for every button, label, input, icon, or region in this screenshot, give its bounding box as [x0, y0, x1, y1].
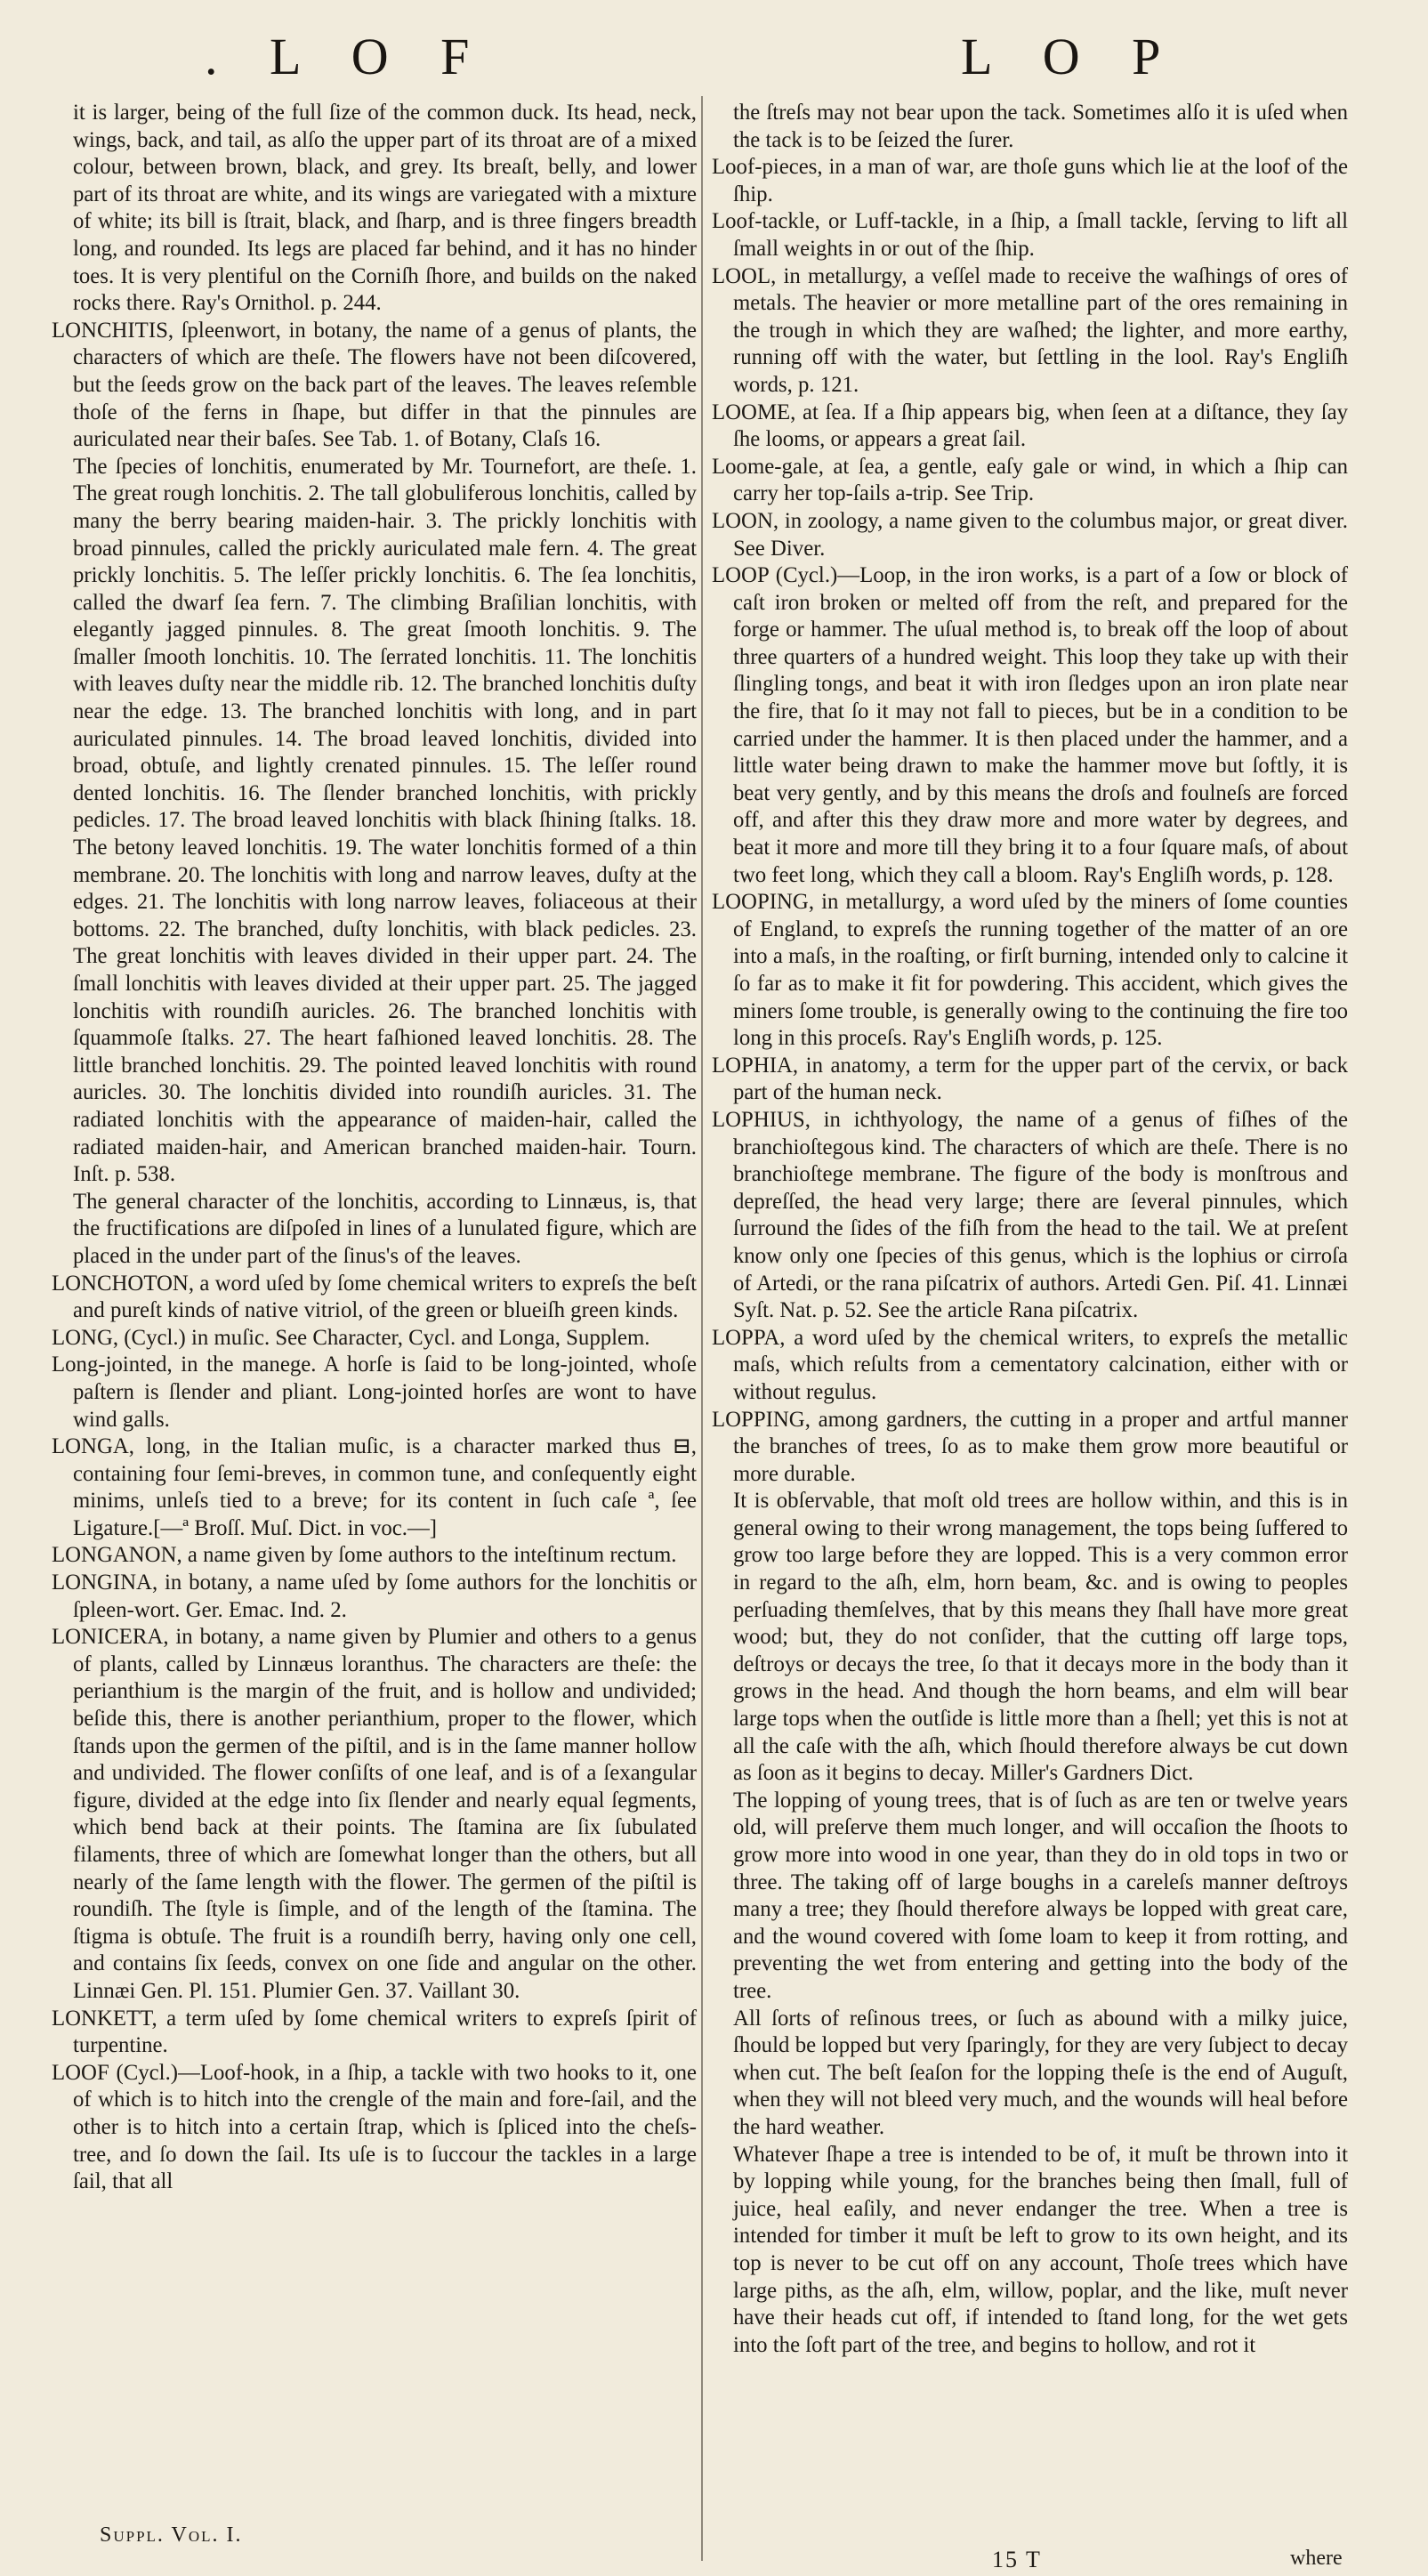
dictionary-entry: LOPHIA, in anatomy, a term for the upper part of the cervix, or back part of the human neck.	[712, 1053, 1348, 1105]
dictionary-entry: Loof-pieces, in a man of war, are thoſe guns which lie at the loof of the ſhip.	[712, 155, 1348, 206]
column-divider	[701, 96, 703, 2561]
left-column	[52, 100, 697, 2196]
dictionary-entry: LONCHITIS, ſpleenwort, in botany, the name of a genus of plants, the characters of which are theſe. The flowers have not been diſcovered, but the ſeeds grow on the back part of the leaves. The leaves reſemble thoſe of the ferns in ſhape, but differ in that the pinnules are auriculated near their baſes. See Tab. 1. of Botany, Claſs 16.	[52, 318, 697, 452]
running-head-left: . L O F	[205, 28, 489, 85]
dictionary-entry: Long-jointed, in the manege. A horſe is ſaid to be long-jointed, whoſe paſtern is ſlender and pliant. Long-jointed horſes are wont to have wind galls.	[52, 1353, 697, 1432]
right-column	[712, 100, 1348, 2359]
dictionary-entry: LOON, in zoology, a name given to the columbus major, or great diver. See Diver.	[712, 508, 1348, 561]
dictionary-entry: LONGA, long, in the Italian muſic, is a character marked thus ⊟, containing four ſemi-breves, in common tune, and conſequently eight minims, unleſs tied to a breve; for its content in ſuch caſe ª, ſee Ligature.[—ª Broſſ. Muſ. Dict. in voc.—]	[52, 1434, 697, 1540]
dictionary-entry: LONKETT, a term uſed by ſome chemical writers to expreſs ſpirit of turpentine.	[52, 2006, 697, 2058]
entry-paragraph: Whatever ſhape a tree is intended to be of, it muſt be thrown into it by lopping while young, for the branches being then ſmall, full of juice, heal eaſily, and never endanger the tree. When a tree is intended for timber it muſt be left to grow to its own height, and its top is never to be cut off on any account, Thoſe trees which have large piths, as the aſh, elm, willow, poplar, and the like, muſt never have their heads cut off, if intended to ſtand long, for the wet gets into the ſoft part of the tree, and begins to hollow, and rot it	[733, 2142, 1348, 2357]
dictionary-entry: Loof-tackle, or Luff-tackle, in a ſhip, a ſmall tackle, ſerving to lift all ſmall weights in or out of the ſhip.	[712, 209, 1348, 261]
entry-paragraph: The lopping of young trees, that is of ſuch as are ten or twelve years old, will preſerve them much longer, and will occaſion the ſhoots to grow more into wood in one year, than they do in old tops in two or three. The taking off of large boughs in a careleſs manner deſtroys many a tree; they ſhould therefore always be lopped with great care, and the wound covered with ſome loam to keep it from rotting, and preventing the wet from entering and getting into the body of the tree.	[733, 1788, 1348, 2003]
entry-paragraph: the ſtreſs may not bear upon the tack. Sometimes alſo it is uſed when the tack is to be ſeized the ſurer.	[733, 101, 1348, 152]
dictionary-entry: Loome-gale, at ſea, a gentle, eaſy gale or wind, in which a ſhip can carry her top-ſails a-trip. See Trip.	[712, 454, 1348, 506]
entry-paragraph: it is larger, being of the full ſize of the common duck. Its head, neck, wings, back, and tail, as alſo the upper part of its throat are of a mixed colour, between brown, black, and grey. Its breaſt, belly, and lower part of its throat are white, and its wings are variegated with a mixture of white; its bill is ſtrait, black, and ſharp, and is three fingers breadth long, and rounded. Its legs are placed far behind, and it has no hinder toes. It is very plentiful on the Corniſh ſhore, and builds on the naked rocks there. Ray's Ornithol. p. 244.	[73, 101, 697, 316]
dictionary-entry: LONGINA, in botany, a name uſed by ſome authors for the lonchitis or ſpleen-wort. Ger. Emac. Ind. 2.	[52, 1571, 697, 1622]
dictionary-entry: LONICERA, in botany, a name given by Plumier and others to a genus of plants, called by Linnæus loranthus. The characters are theſe: the perianthium is the margin of the fruit, and is hollow and undivided; beſide this, there is another perianthium, proper to the flower, which ſtands upon the germen of the piſtil, and is in the ſame manner hollow and undivided. The flower conſiſts of one leaf, and is of a ſexangular figure, divided at the edge into ſix ſlender and nearly equal ſegments, which bend back at their points. The ſtamina are ſix ſubulated filaments, three of which are ſomewhat longer than the others, but all nearly of the ſame length with the flower. The germen of the piſtil is roundiſh. The ſtyle is ſimple, and of the length of the ſtamina. The ſtigma is obtuſe. The fruit is a roundiſh berry, having only one cell, and contains ſix ſeeds, convex on one ſide and angular on the other. Linnæi Gen. Pl. 151. Plumier Gen. 37. Vaillant 30.	[52, 1625, 697, 2003]
catchword: where	[1290, 2547, 1343, 2570]
dictionary-entry: LOOME, at ſea. If a ſhip appears big, when ſeen at a diſtance, they ſay ſhe looms, or appears a great ſail.	[712, 400, 1348, 452]
volume-footer: Suppl. Vol. I.	[100, 2524, 243, 2547]
entry-paragraph: The general character of the lonchitis, according to Linnæus, is, that the fructifications are diſpoſed in lines of a lunulated figure, which are placed in the under part of the ſinus's of the leaves.	[73, 1189, 697, 1268]
dictionary-entry: LONG, (Cycl.) in muſic. See Character, Cycl. and Longa, Supplem.	[52, 1325, 650, 1350]
dictionary-entry: LOPHIUS, in ichthyology, the name of a genus of fiſhes of the branchioſtegous kind. The characters of which are theſe. There is no branchioſtege membrane. The figure of the body is monſtrous and depreſſed, the head very large; there are ſeveral pinnules, which ſurround the ſides of the fiſh from the head to the tail. We at preſent know only one ſpecies of this genus, which is the lophius or cirroſa of Artedi, or the rana piſcatrix of authors. Artedi Gen. Piſ. 41. Linnæi Syſt. Nat. p. 52. See the article Rana piſcatrix.	[712, 1107, 1348, 1323]
dictionary-entry: LOPPA, a word uſed by the chemical writers, to expreſs the metallic maſs, which reſults from a cementatory calcination, either with or without regulus.	[712, 1325, 1348, 1404]
signature-mark: 15 T	[992, 2547, 1042, 2572]
dictionary-entry: LOOPING, in metallurgy, a word uſed by the miners of ſome counties of England, to expreſs the running together of the matter of an ore into a maſs, in the roaſting, or firſt burning, intended only to calcine it ſo far as to make it fit for powdering. This accident, which gives the miners ſome trouble, is generally owing to the continuing the fire too long in this proceſs. Ray's Engliſh words, p. 125.	[712, 890, 1348, 1051]
running-head-right: L O P	[961, 28, 1181, 85]
entry-paragraph: All ſorts of reſinous trees, or ſuch as abound with a milky juice, ſhould be lopped but very ſparingly, for they are very ſubject to decay when cut. The beſt ſeaſon for the lopping theſe is the end of Auguſt, when they will not bleed very much, and the wounds will heal before the hard weather.	[733, 2006, 1348, 2139]
dictionary-entry: LONGANON, a name given by ſome authors to the inteſtinum rectum.	[52, 1543, 677, 1568]
dictionary-entry: LONCHOTON, a word uſed by ſome chemical writers to expreſs the beſt and pureſt kinds of native vitriol, of the green or blueiſh green kinds.	[52, 1271, 697, 1323]
dictionary-entry: LOOL, in metallurgy, a veſſel made to receive the waſhings of ores of metals. The heavier or more metalline part of the ores remaining in the trough in which they are waſhed; the lighter, and more earthy, running off with the water, but ſettling in the lool. Ray's Engliſh words, p. 121.	[712, 263, 1348, 397]
entry-paragraph: It is obſervable, that moſt old trees are hollow within, and this is in general owing to their wrong management, the tops being ſuffered to grow too large before they are lopped. This is a very common error in regard to the aſh, elm, horn beam, &c. and is owing to peoples perſuading themſelves, that by this means they ſhall have more great wood; but, they do not conſider, that the cutting off large tops, deſtroys or decays the tree, ſo that it decays more in the body than it grows in the head. And though the horn beams, and elm will bear large tops when the outſide is little more than a ſhell; yet this is not at all the caſe with the aſh, which ſhould therefore always be cut down as ſoon as it begins to decay. Miller's Gardners Dict.	[733, 1489, 1348, 1786]
entry-paragraph: The ſpecies of lonchitis, enumerated by Mr. Tournefort, are theſe. 1. The great rough lonchitis. 2. The tall globuliferous lonchitis, called by many the berry bearing maiden-hair. 3. The prickly lonchitis with broad pinnules, called the prickly auriculated male fern. 4. The great prickly lonchitis. 5. The leſſer prickly lonchitis. 6. The ſea lonchitis, called the dwarf ſea fern. 7. The climbing Braſilian lonchitis, with elegantly jagged pinnules. 8. The great ſmooth lonchitis. 9. The ſmaller ſmooth lonchitis. 10. The ſerrated lonchitis. 11. The lonchitis with leaves duſty near the middle rib. 12. The branched lonchitis duſty near the edge. 13. The branched lonchitis with long, and in part auriculated pinnules. 14. The broad leaved lonchitis, divided into broad, obtuſe, and lightly crenated pinnules. 15. The leſſer round dented lonchitis. 16. The ſlender branched lonchitis, with prickly pedicles. 17. The broad leaved lonchitis with black ſhining ſtalks. 18. The betony leaved lonchitis. 19. The water lonchitis formed of a thin membrane. 20. The lonchitis with long and narrow leaves, duſty at the edges. 21. The lonchitis with long narrow leaves, foliaceous at their bottoms. 22. The branched, duſty lonchitis, with black pedicles. 23. The great lonchitis with leaves divided in their upper part. 24. The ſmall lonchitis with leaves divided at their upper part. 25. The jagged lonchitis with roundiſh auricles. 26. The branched lonchitis with ſquammoſe ſtalks. 27. The heart faſhioned leaved lonchitis. 28. The little branched lonchitis. 29. The pointed leaved lonchitis with round auricles. 30. The lonchitis divided into roundiſh auricles. 31. The radiated lonchitis with the appearance of maiden-hair, called the radiated maiden-hair, and American branched maiden-hair. Tourn. Inſt. p. 538.	[73, 454, 697, 1187]
dictionary-entry: LOPPING, among gardners, the cutting in a proper and artful manner the branches of trees, ſo as to make them grow more beautiful or more durable.	[712, 1407, 1348, 1486]
dictionary-entry: LOOF (Cycl.)—Loof-hook, in a ſhip, a tackle with two hooks to it, one of which is to hitch into the crengle of the main and fore-ſail, and the other is to hitch into a certain ſtrap, which is ſpliced into the cheſs-tree, and ſo down the ſail. Its uſe is to ſuccour the tackles in a large ſail, that all	[52, 2060, 697, 2194]
dictionary-entry: LOOP (Cycl.)—Loop, in the iron works, is a part of a ſow or block of caſt iron broken or melted off from the reſt, and prepared for the forge or hammer. The uſual method is, to break off the loop of about three quarters of a hundred weight. This loop they take up with their ſlingling tongs, and beat it with iron ſledges upon an iron plate near the fire, that ſo it may not fall to pieces, but be in a condition to be carried under the hammer. It is then placed under the hammer, and a little water being drawn to make the hammer move but ſoftly, it is beat very gently, and by this means the droſs and foulneſs are forced off, and after this they draw more and more water by degrees, and beat it more and more till they bring it to a four ſquare maſs, of about two feet long, which they call a bloom. Ray's Engliſh words, p. 128.	[712, 563, 1348, 887]
